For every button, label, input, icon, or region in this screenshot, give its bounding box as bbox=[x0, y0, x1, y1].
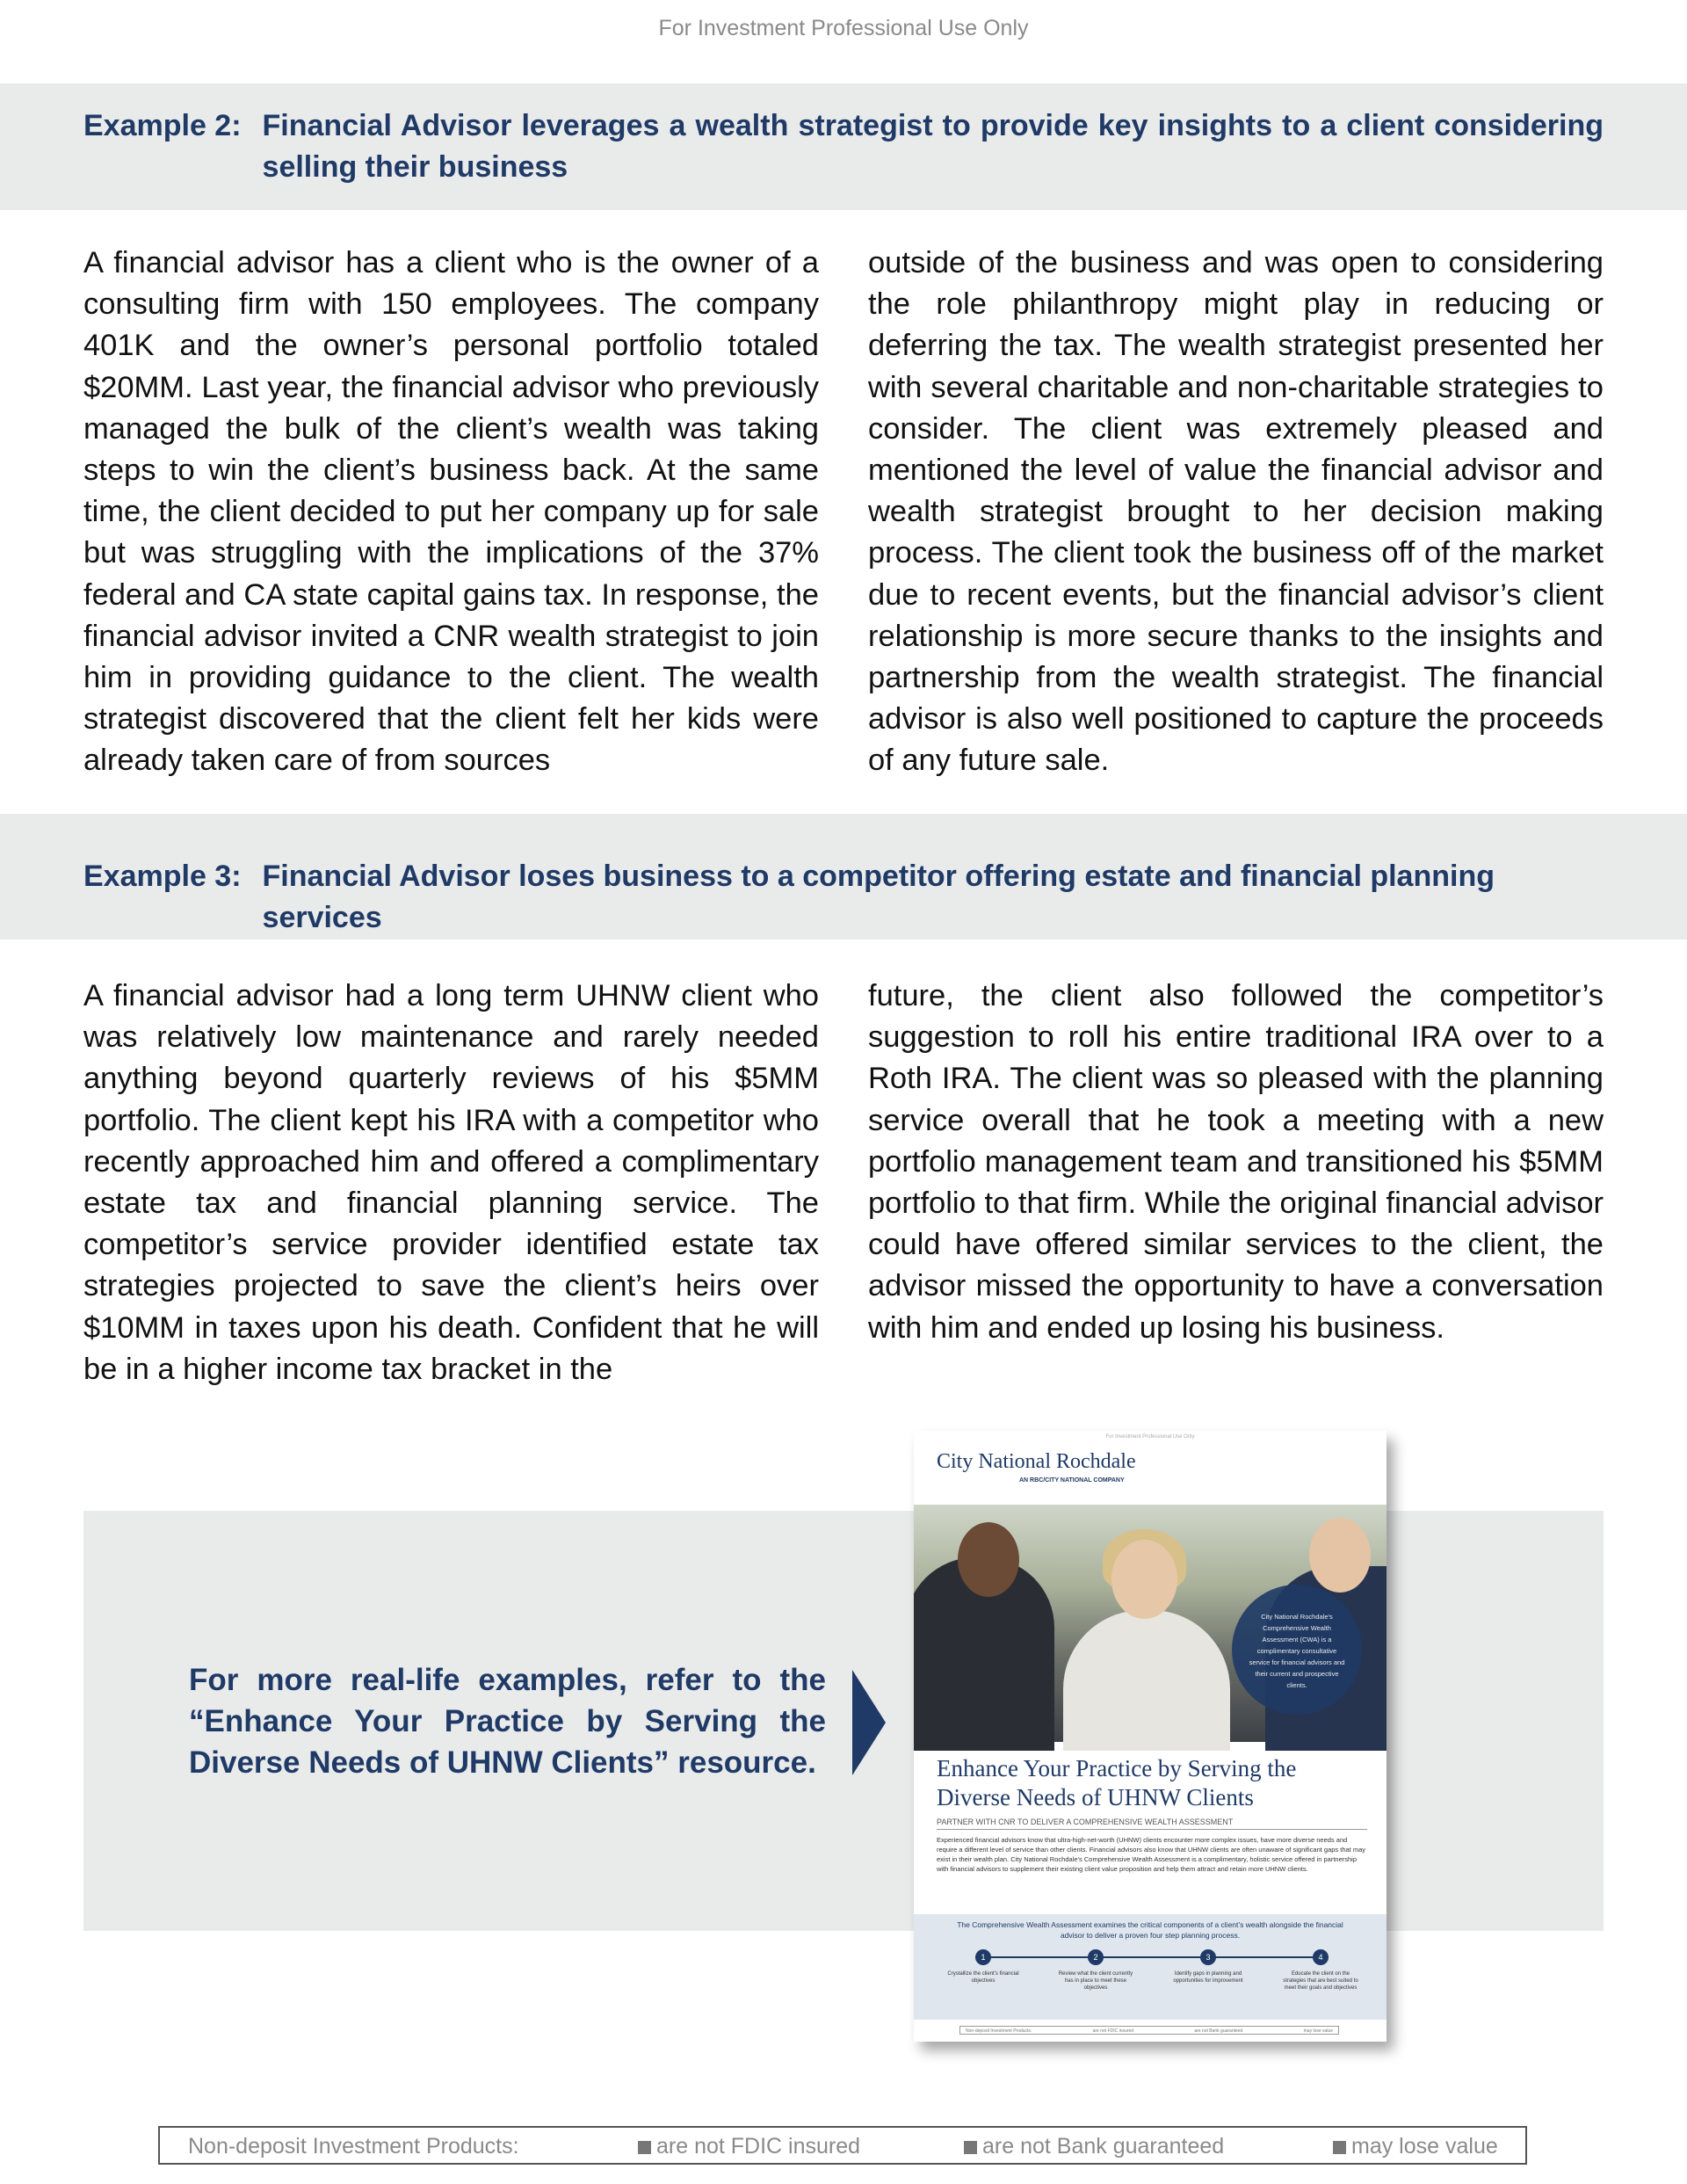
thumbnail-step-1-text: Crystallize the client’s financial objectives bbox=[947, 1971, 1019, 1984]
example3-label: Example 3: bbox=[83, 860, 242, 893]
disclaimer-item-value bbox=[1333, 2134, 1498, 2159]
example2-heading bbox=[83, 105, 1604, 188]
bullet-square-icon bbox=[638, 2141, 651, 2154]
resource-thumbnail[interactable] bbox=[914, 1431, 1387, 2042]
thumbnail-subtitle: PARTNER WITH CNR TO DELIVER A COMPREHENSIVE WEALTH ASSESSMENT bbox=[937, 1818, 1367, 1830]
thumbnail-top-note: For Investment Professional Use Only bbox=[1105, 1434, 1195, 1440]
disclaimer-item-fdic bbox=[638, 2134, 860, 2159]
thumbnail-step-3: 3 bbox=[1200, 1949, 1216, 1965]
thumbnail-step-4-text: Educate the client on the strategies that are best suited to meet their goals and objectives bbox=[1283, 1971, 1358, 1991]
thumbnail-step-4: 4 bbox=[1313, 1949, 1329, 1965]
disclaimer-bar bbox=[158, 2126, 1527, 2165]
thumbnail-disclaimer-item3: may lose value bbox=[1303, 2028, 1333, 2034]
disclaimer-item-bank-text: are not Bank guaranteed bbox=[982, 2134, 1225, 2159]
thumbnail-strip-text: The Comprehensive Wealth Assessment examines the critical components of a client’s wealth alongside the financial advisor to deliver a proven four step planning process. bbox=[957, 1920, 1343, 1940]
example3-col2: future, the client also followed the competitor’s suggestion to roll his entire traditional IRA over to a Roth IRA. The client was so pleased with the planning service overall that he took a meeting with a new portfolio management team and transitioned his $5MM portfolio to that firm. While the original financial advisor could have offered similar services to the client, the advisor missed the opportunity to have a conversation with him and ended up losing his business. bbox=[868, 979, 1604, 1345]
photo-head-left bbox=[958, 1522, 1019, 1597]
example2-label: Example 2: bbox=[83, 109, 242, 142]
example3-title: Financial Advisor loses business to a competitor offering estate and financial planning services bbox=[262, 860, 1495, 934]
photo-head-right bbox=[1309, 1518, 1371, 1593]
example2-col1: A financial advisor has a client who is the owner of a consulting firm with 150 employees. The company 401K and the owner’s personal portfolio totaled $20MM. Last year, the financial advisor who previously managed the bulk of the client’s wealth was taking steps to win the client’s business back. At the same time, the client decided to put her company up for sale but was struggling with the implications of the 37% federal and CA state capital gains tax. In response, the financial advisor invited a CNR wealth strategist to join him in providing guidance to the client. The wealth strategist discovered that the client felt her kids were already taken care of from sources bbox=[83, 246, 819, 778]
cta-text: For more real-life examples, refer to the “Enhance Your Practice by Serving the Diverse Needs of UHNW Clients” resource. bbox=[189, 1663, 826, 1780]
photo-person-center bbox=[1063, 1610, 1230, 1751]
thumbnail-step-2: 2 bbox=[1088, 1949, 1104, 1965]
thumbnail-steps-strip bbox=[914, 1914, 1387, 2020]
thumbnail-steps-line bbox=[975, 1956, 1327, 1958]
disclaimer-item-fdic-text: are not FDIC insured bbox=[656, 2134, 861, 2159]
thumbnail-disclaimer-lead: Non-deposit Investment Products: bbox=[966, 2028, 1032, 2034]
thumbnail-disclaimer bbox=[959, 2026, 1339, 2035]
arrow-right-icon bbox=[852, 1670, 886, 1775]
example2-title: Financial Advisor leverages a wealth strategist to provide key insights to a client considering selling their business bbox=[262, 109, 1604, 184]
thumbnail-step-1: 1 bbox=[975, 1949, 991, 1965]
thumbnail-step-2-text: Review what the client currently has in place to meet these objectives bbox=[1058, 1971, 1133, 1991]
example2-col2: outside of the business and was open to considering the role philanthropy might play in reducing or deferring the tax. The wealth strategist presented her with several charitable and non-charitable strategies to consider. The client was extremely pleased and mentioned the level of value the financial advisor and wealth strategist brought to her decision making process. The client took the business off of the market due to recent events, but the financial advisor’s client relationship is more secure thanks to the insights and partnership from the wealth strategist. The financial advisor is also well positioned to capture the proceeds of any future sale. bbox=[868, 246, 1604, 778]
thumbnail-circle-callout: City National Rochdale’s Comprehensive Wealth Assessment (CWA) is a complimentary consultative service for financial advisors and their current and prospective clients. bbox=[1232, 1585, 1362, 1715]
photo-head-center bbox=[1111, 1540, 1177, 1619]
thumbnail-disclaimer-item1: are not FDIC insured bbox=[1092, 2028, 1134, 2034]
thumbnail-title: Enhance Your Practice by Serving the Diverse Needs of UHNW Clients bbox=[937, 1755, 1297, 1810]
thumbnail-logo: City National Rochdale bbox=[937, 1450, 1136, 1473]
example3-col1: A financial advisor had a long term UHNW client who was relatively low maintenance and rarely needed anything beyond quarterly reviews of his $5MM portfolio. The client kept his IRA with a competitor who recently approached him and offered a complimentary estate tax and financial planning service. The competitor’s service provider identified estate tax strategies projected to save the client’s heirs over $10MM in taxes upon his death. Confident that he will be in a higher income tax bracket in the bbox=[83, 979, 819, 1386]
bullet-square-icon bbox=[1333, 2141, 1346, 2154]
thumbnail-disclaimer-item2: are not Bank guaranteed bbox=[1194, 2028, 1243, 2034]
thumbnail-logo-sub: AN RBC/CITY NATIONAL COMPANY bbox=[1019, 1477, 1125, 1484]
disclaimer-item-bank bbox=[964, 2134, 1224, 2159]
thumbnail-step-3-text: Identify gaps in planning and opportunities for improvement bbox=[1173, 1971, 1243, 1984]
disclaimer-lead: Non-deposit Investment Products: bbox=[188, 2134, 519, 2159]
example3-heading bbox=[83, 856, 1604, 939]
thumbnail-paragraph: Experienced financial advisors know that ultra-high-net-worth (UHNW) clients encounter more complex issues, have more diverse needs and require a different level of service than other clients. Financial advisors also know that UHNW clients are often unaware of significant gaps that may exist in their wealth plan. City National Rochdale’s Comprehensive Wealth Assessment is a complimentary, holistic service offered in partnership with financial advisors to supplement their existing client value proposition and help them attract and retain more UHNW clients. bbox=[937, 1836, 1366, 1873]
top-note: For Investment Professional Use Only bbox=[658, 16, 1029, 40]
disclaimer-item-value-text: may lose value bbox=[1351, 2134, 1498, 2159]
bullet-square-icon bbox=[964, 2141, 977, 2154]
